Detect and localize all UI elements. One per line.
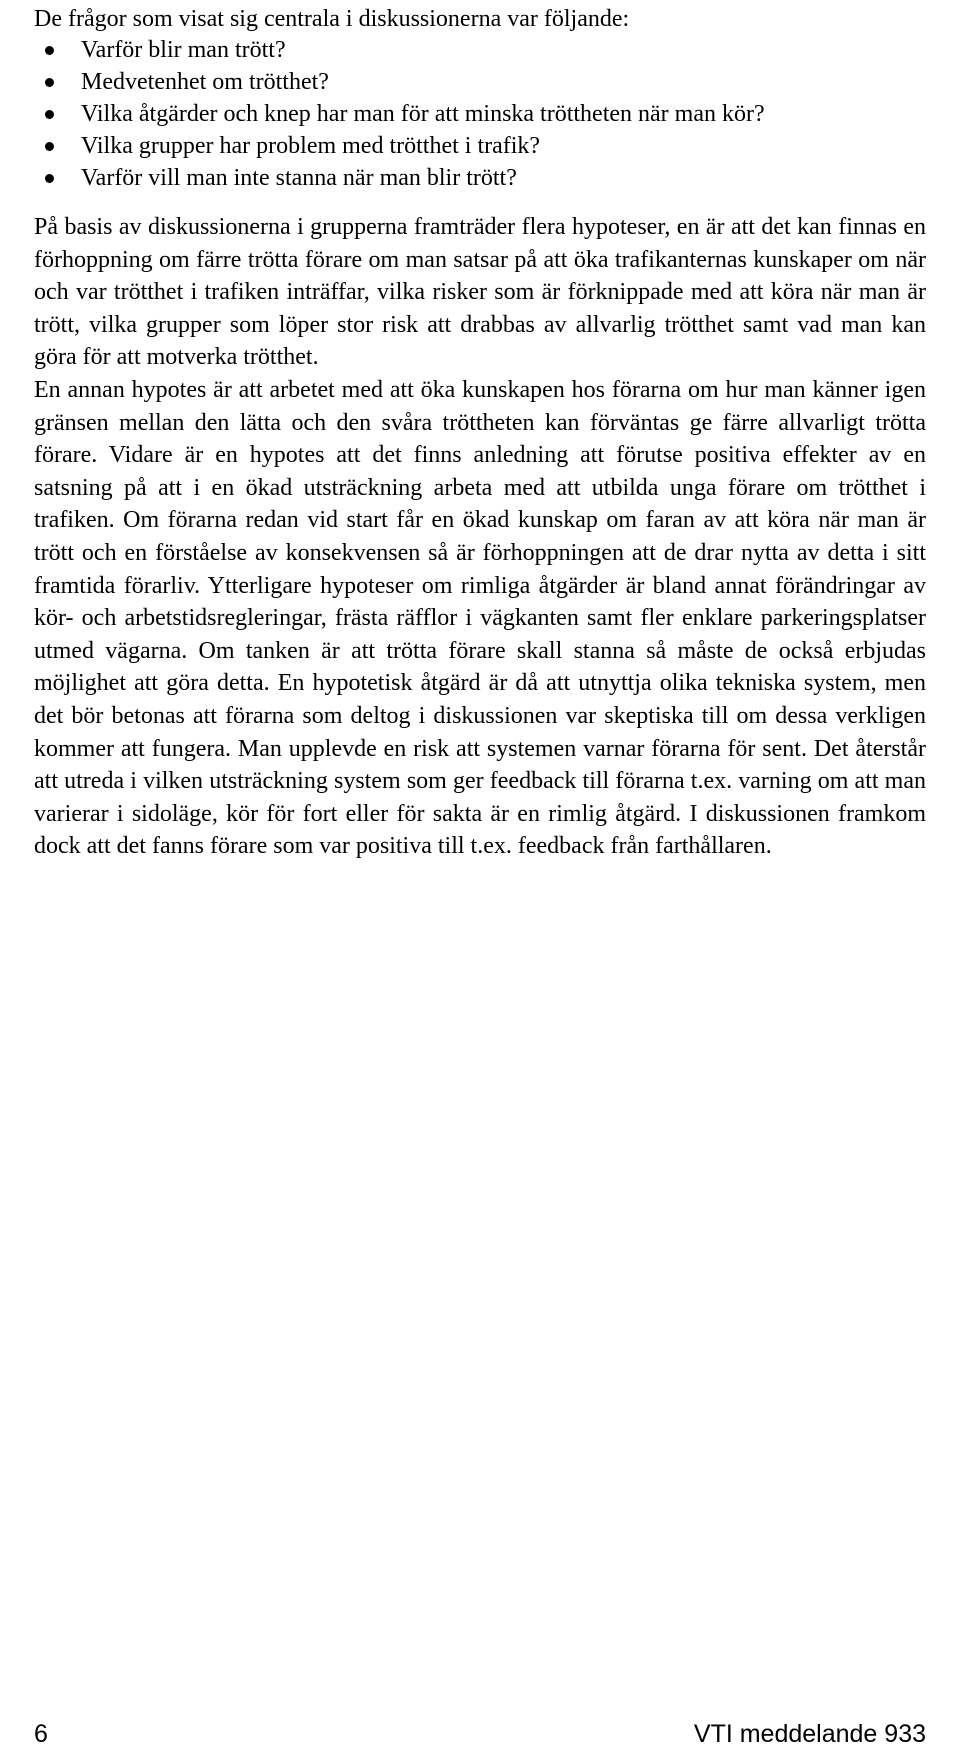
list-item-text: Medvetenhet om trötthet?: [81, 69, 329, 95]
list-item-text: Vilka åtgärder och knep har man för att minska tröttheten när man kör?: [81, 101, 765, 127]
question-list: [34, 34, 926, 194]
paragraph: På basis av diskussionerna i grupperna framträder flera hypoteser, en är att det kan finnas en förhoppning om färre trötta förare om man satsar på att öka trafikanternas kunskaper om när och var trötthet i trafiken inträffar, vilka risker som är förknippade med att köra när man är trött, vilka grupper som löper stor risk att drabbas av allvarlig trötthet samt vad man kan göra för att motverka trötthet.: [34, 214, 926, 371]
bullet-icon: [45, 78, 54, 87]
publication-title: VTI meddelande 933: [693, 1720, 926, 1748]
list-item-text: Varför blir man trött?: [81, 37, 286, 63]
bullet-icon: [45, 46, 54, 55]
list-item: [34, 66, 926, 98]
page-footer: [34, 1718, 926, 1750]
body-text: [34, 211, 926, 863]
bullet-icon: [45, 142, 54, 151]
intro-sentence: De frågor som visat sig centrala i diskussionerna var följande:: [34, 6, 630, 32]
list-item: [34, 130, 926, 162]
list-item: [34, 34, 926, 66]
list-item-text: Vilka grupper har problem med trötthet i trafik?: [81, 133, 541, 159]
bullet-icon: [45, 174, 54, 183]
bullet-icon: [45, 110, 54, 119]
list-item: [34, 162, 926, 194]
page-number: 6: [34, 1720, 48, 1748]
paragraph: En annan hypotes är att arbetet med att öka kunskapen hos förarna om hur man känner igen gränsen mellan den lätta och den svåra tröttheten kan förväntas ge färre allvarligt trötta förare. Vidare är en hypotes att det finns anledning att förutse positiva effekter av en satsning på att i en ökad utsträckning arbeta med att utbilda unga förare om trötthet i trafiken. Om förarna redan vid start får en ökad kunskap om faran av att köra när man är trött och en förståelse av konsekvensen så är förhoppningen att de drar nytta av detta i sitt framtida förarliv. Ytterligare hypoteser om rimliga åtgärder är bland annat förändringar av kör- och arbetstidsregleringar, frästa räfflor i vägkanten samt fler enklare parkeringsplatser utmed vägarna. Om tanken är att trötta förare skall stanna så måste de också erbjudas möjlighet att göra detta. En hypotetisk åtgärd är då att utnyttja olika tekniska system, men det bör betonas att förarna som deltog i diskussionen var skeptiska till om dessa verkligen kommer att fungera. Man upplevde en risk att systemen varnar förarna för sent. Det återstår att utreda i vilken utsträckning system som ger feedback till förarna t.ex. varning om att man varierar i sidoläge, kör för fort eller för sakta är en rimlig åtgärd. I diskussionen framkom dock att det fanns förare som var positiva till t.ex. feedback från farthållaren.: [34, 376, 926, 860]
list-item-text: Varför vill man inte stanna när man blir trött?: [81, 165, 517, 191]
list-item: [34, 98, 926, 130]
